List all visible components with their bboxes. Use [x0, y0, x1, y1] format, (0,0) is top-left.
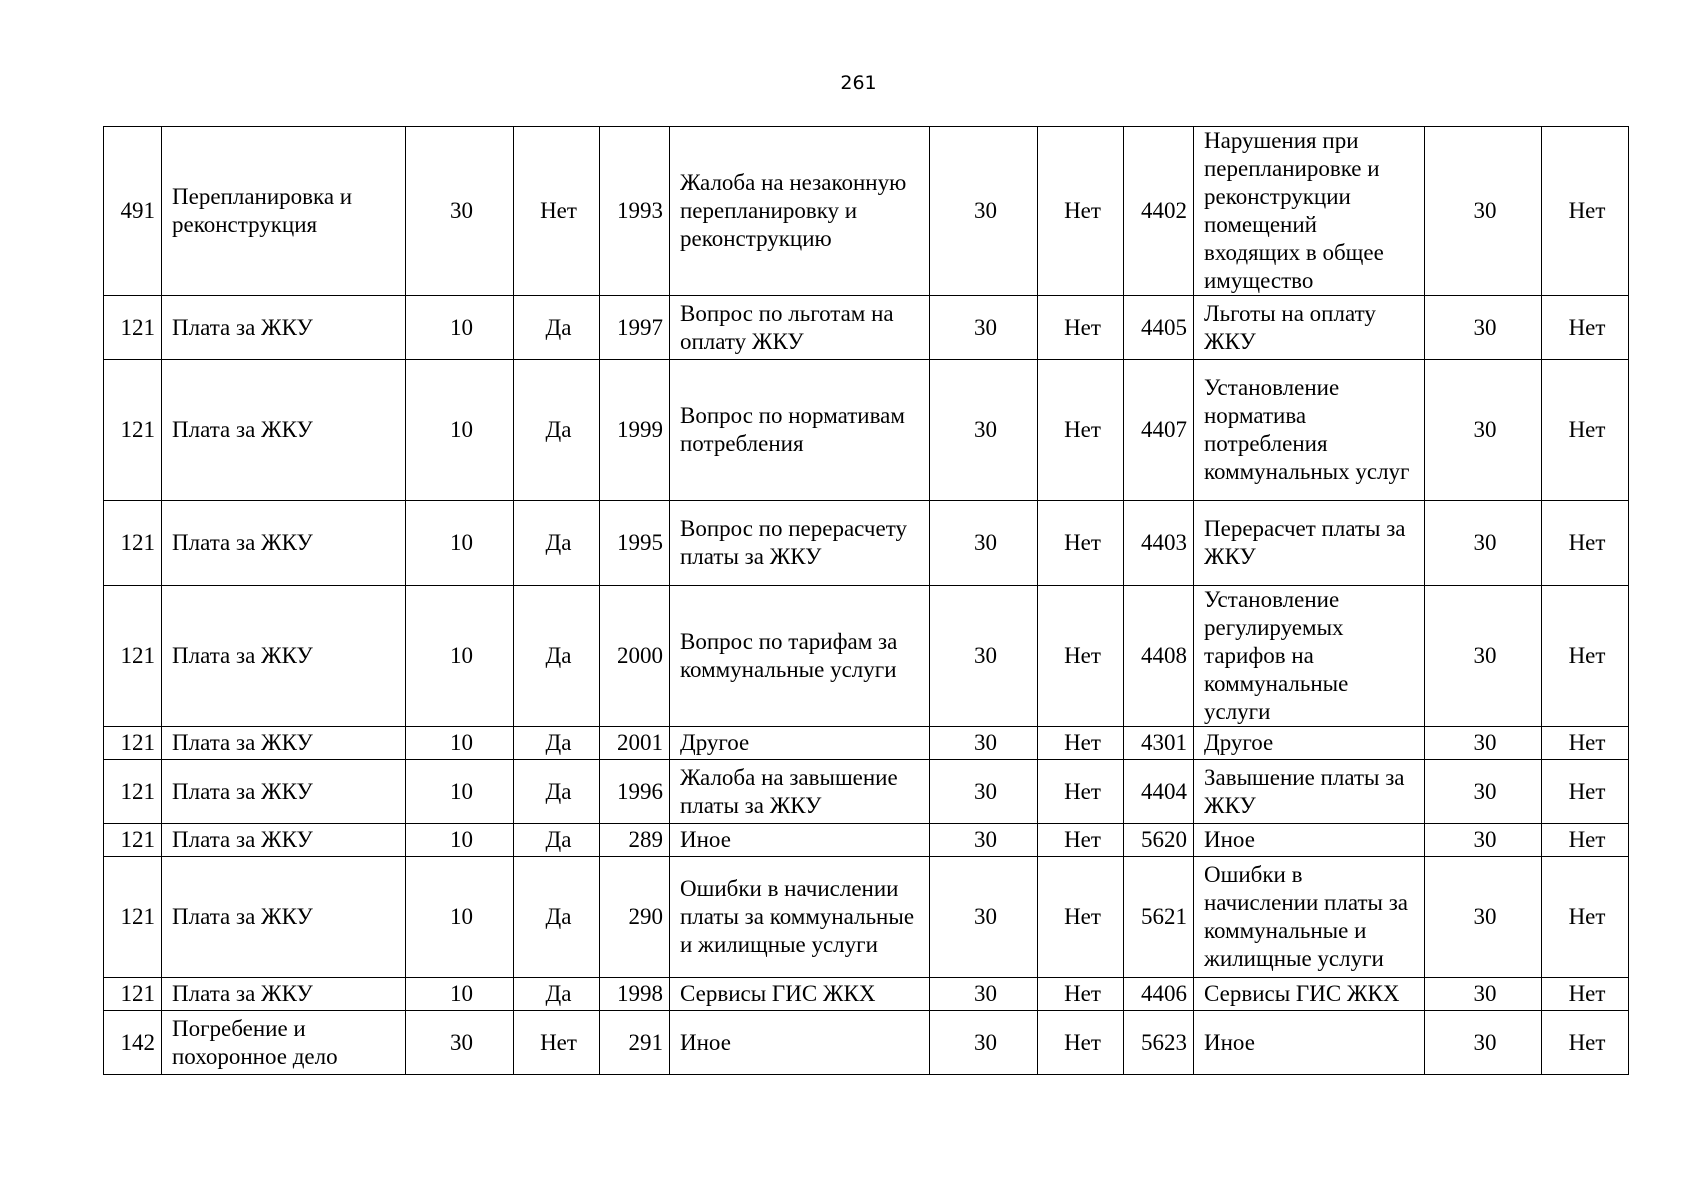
subquestion-flag-cell: Нет [1542, 586, 1629, 727]
subquestion-flag-cell: Нет [1542, 501, 1629, 586]
subquestion-code-cell: 4405 [1124, 296, 1194, 360]
table-row [104, 360, 1629, 501]
question-code-cell: 2000 [600, 586, 670, 727]
question-flag-cell: Нет [1038, 978, 1124, 1011]
subquestion-name-cell: Перерасчет платы за ЖКУ [1194, 501, 1425, 586]
topic-code-cell: 121 [104, 586, 162, 727]
topic-name-cell: Перепланировка и реконструкция [162, 127, 406, 296]
question-name-cell: Сервисы ГИС ЖКХ [670, 978, 930, 1011]
subquestion-name-cell: Льготы на оплату ЖКУ [1194, 296, 1425, 360]
subquestion-flag-cell: Нет [1542, 296, 1629, 360]
question-name-cell: Вопрос по тарифам за коммунальные услуги [670, 586, 930, 727]
topic-days-cell: 10 [406, 727, 514, 760]
topic-name-cell: Плата за ЖКУ [162, 978, 406, 1011]
question-name-cell: Вопрос по льготам на оплату ЖКУ [670, 296, 930, 360]
topic-flag-cell: Нет [514, 1011, 600, 1075]
question-days-cell: 30 [930, 501, 1038, 586]
topic-name-cell: Плата за ЖКУ [162, 296, 406, 360]
subquestion-days-cell: 30 [1425, 760, 1542, 824]
question-flag-cell: Нет [1038, 727, 1124, 760]
question-days-cell: 30 [930, 727, 1038, 760]
topic-code-cell: 121 [104, 727, 162, 760]
subquestion-code-cell: 4407 [1124, 360, 1194, 501]
question-code-cell: 1998 [600, 978, 670, 1011]
question-code-cell: 290 [600, 857, 670, 978]
subquestion-days-cell: 30 [1425, 727, 1542, 760]
subquestion-days-cell: 30 [1425, 586, 1542, 727]
subquestion-days-cell: 30 [1425, 360, 1542, 501]
subquestion-code-cell: 4408 [1124, 586, 1194, 727]
topic-code-cell: 121 [104, 501, 162, 586]
subquestion-days-cell: 30 [1425, 978, 1542, 1011]
question-days-cell: 30 [930, 824, 1038, 857]
topic-flag-cell: Да [514, 857, 600, 978]
subquestion-name-cell: Иное [1194, 824, 1425, 857]
question-days-cell: 30 [930, 360, 1038, 501]
topic-code-cell: 121 [104, 760, 162, 824]
topic-days-cell: 10 [406, 296, 514, 360]
topic-days-cell: 10 [406, 857, 514, 978]
question-flag-cell: Нет [1038, 824, 1124, 857]
question-days-cell: 30 [930, 760, 1038, 824]
subquestion-days-cell: 30 [1425, 127, 1542, 296]
question-code-cell: 1995 [600, 501, 670, 586]
topic-flag-cell: Да [514, 296, 600, 360]
topic-code-cell: 121 [104, 824, 162, 857]
topic-days-cell: 10 [406, 501, 514, 586]
question-flag-cell: Нет [1038, 296, 1124, 360]
question-code-cell: 1993 [600, 127, 670, 296]
question-days-cell: 30 [930, 857, 1038, 978]
topic-name-cell: Погребение и похоронное дело [162, 1011, 406, 1075]
topic-code-cell: 491 [104, 127, 162, 296]
topic-flag-cell: Да [514, 360, 600, 501]
topic-name-cell: Плата за ЖКУ [162, 360, 406, 501]
question-name-cell: Иное [670, 1011, 930, 1075]
topic-code-cell: 121 [104, 360, 162, 501]
topic-days-cell: 30 [406, 1011, 514, 1075]
table-row [104, 296, 1629, 360]
question-flag-cell: Нет [1038, 586, 1124, 727]
table-row [104, 1011, 1629, 1075]
table-row [104, 857, 1629, 978]
table-row [104, 586, 1629, 727]
question-code-cell: 1996 [600, 760, 670, 824]
document-table [103, 126, 1629, 1075]
subquestion-days-cell: 30 [1425, 857, 1542, 978]
topic-flag-cell: Да [514, 760, 600, 824]
question-days-cell: 30 [930, 586, 1038, 727]
subquestion-name-cell: Ошибки в начислении платы за коммунальные и жилищные услуги [1194, 857, 1425, 978]
topic-name-cell: Плата за ЖКУ [162, 824, 406, 857]
topic-flag-cell: Да [514, 501, 600, 586]
subquestion-days-cell: 30 [1425, 824, 1542, 857]
topic-name-cell: Плата за ЖКУ [162, 501, 406, 586]
topic-flag-cell: Да [514, 727, 600, 760]
subquestion-name-cell: Установление норматива потребления коммунальных услуг [1194, 360, 1425, 501]
question-name-cell: Жалоба на завышение платы за ЖКУ [670, 760, 930, 824]
question-flag-cell: Нет [1038, 501, 1124, 586]
subquestion-name-cell: Сервисы ГИС ЖКХ [1194, 978, 1425, 1011]
question-code-cell: 1999 [600, 360, 670, 501]
question-name-cell: Вопрос по перерасчету платы за ЖКУ [670, 501, 930, 586]
subquestion-flag-cell: Нет [1542, 978, 1629, 1011]
topic-days-cell: 10 [406, 360, 514, 501]
question-days-cell: 30 [930, 1011, 1038, 1075]
page-number: 261 [840, 72, 877, 94]
subquestion-flag-cell: Нет [1542, 857, 1629, 978]
question-flag-cell: Нет [1038, 360, 1124, 501]
question-days-cell: 30 [930, 978, 1038, 1011]
table-row [104, 760, 1629, 824]
topic-flag-cell: Да [514, 586, 600, 727]
subquestion-flag-cell: Нет [1542, 360, 1629, 501]
topic-days-cell: 10 [406, 586, 514, 727]
subquestion-code-cell: 5620 [1124, 824, 1194, 857]
subquestion-days-cell: 30 [1425, 501, 1542, 586]
topic-name-cell: Плата за ЖКУ [162, 727, 406, 760]
subquestion-flag-cell: Нет [1542, 824, 1629, 857]
topic-name-cell: Плата за ЖКУ [162, 857, 406, 978]
table-row [104, 501, 1629, 586]
subquestion-code-cell: 4404 [1124, 760, 1194, 824]
subquestion-code-cell: 5623 [1124, 1011, 1194, 1075]
subquestion-days-cell: 30 [1425, 296, 1542, 360]
question-flag-cell: Нет [1038, 857, 1124, 978]
question-days-cell: 30 [930, 296, 1038, 360]
question-name-cell: Ошибки в начислении платы за коммунальные и жилищные услуги [670, 857, 930, 978]
question-code-cell: 291 [600, 1011, 670, 1075]
question-name-cell: Жалоба на незаконную перепланировку и реконструкцию [670, 127, 930, 296]
question-code-cell: 2001 [600, 727, 670, 760]
subquestion-code-cell: 4301 [1124, 727, 1194, 760]
subquestion-flag-cell: Нет [1542, 1011, 1629, 1075]
topic-flag-cell: Да [514, 978, 600, 1011]
subquestion-flag-cell: Нет [1542, 760, 1629, 824]
table-row [104, 978, 1629, 1011]
topic-name-cell: Плата за ЖКУ [162, 760, 406, 824]
question-name-cell: Другое [670, 727, 930, 760]
subquestion-name-cell: Установление регулируемых тарифов на коммунальные услуги [1194, 586, 1425, 727]
subquestion-days-cell: 30 [1425, 1011, 1542, 1075]
question-days-cell: 30 [930, 127, 1038, 296]
table-row [104, 824, 1629, 857]
subquestion-name-cell: Иное [1194, 1011, 1425, 1075]
question-flag-cell: Нет [1038, 760, 1124, 824]
subquestion-code-cell: 4406 [1124, 978, 1194, 1011]
table-row [104, 727, 1629, 760]
topic-days-cell: 10 [406, 978, 514, 1011]
question-flag-cell: Нет [1038, 1011, 1124, 1075]
topic-code-cell: 121 [104, 857, 162, 978]
table-row [104, 127, 1629, 296]
subquestion-code-cell: 4402 [1124, 127, 1194, 296]
topic-days-cell: 10 [406, 760, 514, 824]
subquestion-flag-cell: Нет [1542, 127, 1629, 296]
subquestion-code-cell: 5621 [1124, 857, 1194, 978]
topic-code-cell: 121 [104, 296, 162, 360]
question-code-cell: 1997 [600, 296, 670, 360]
topic-code-cell: 142 [104, 1011, 162, 1075]
question-name-cell: Вопрос по нормативам потребления [670, 360, 930, 501]
subquestion-flag-cell: Нет [1542, 727, 1629, 760]
question-flag-cell: Нет [1038, 127, 1124, 296]
topic-code-cell: 121 [104, 978, 162, 1011]
table-body [104, 127, 1629, 1075]
topic-name-cell: Плата за ЖКУ [162, 586, 406, 727]
subquestion-code-cell: 4403 [1124, 501, 1194, 586]
topic-flag-cell: Да [514, 824, 600, 857]
question-name-cell: Иное [670, 824, 930, 857]
question-code-cell: 289 [600, 824, 670, 857]
topic-days-cell: 30 [406, 127, 514, 296]
subquestion-name-cell: Завышение платы за ЖКУ [1194, 760, 1425, 824]
topic-days-cell: 10 [406, 824, 514, 857]
topic-flag-cell: Нет [514, 127, 600, 296]
subquestion-name-cell: Нарушения при перепланировке и реконструкции помещений входящих в общее имущество [1194, 127, 1425, 296]
subquestion-name-cell: Другое [1194, 727, 1425, 760]
